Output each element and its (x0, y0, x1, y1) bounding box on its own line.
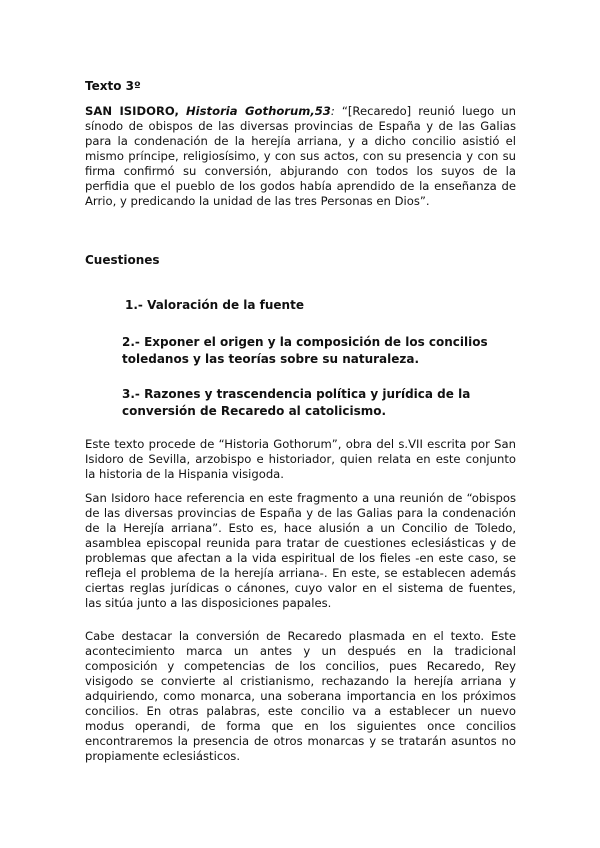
cuestiones-title: Cuestiones (85, 253, 160, 267)
body-paragraph-2: San Isidoro hace referencia en este fragmento a una reunión de “obispos de las diversas provincias de España y de las Galias para la condenación de la Herejía arriana”. Esto es, hace alusión a un Concilio de Toledo, asamblea episcopal reunida para tratar de cuestiones eclesiásticas y de problemas que afectan a la vida espiritual de los fieles -en este caso, se refleja el problema de la herejía arriana-. En este, se establecen además ciertas reglas jurídicas o cánones, cuyo valor en el sistema de fuentes, las sitúa junto a las disposiciones papales. (85, 491, 516, 610)
question-1: 1.- Valoración de la fuente (125, 298, 304, 312)
texto-title: Texto 3º (85, 79, 141, 93)
work-title: Historia Gothorum,53 (185, 104, 331, 118)
colon: : (330, 104, 335, 118)
question-2: 2.- Exponer el origen y la composición de los concilios toledanos y las teorías sobre su naturaleza. (122, 335, 488, 366)
body-paragraph-3: Cabe destacar la conversión de Recaredo plasmada en el texto. Este acontecimiento marca un antes y un después en la tradicional composición y competencias de los concilios, pues Recaredo, Rey visigodo se convierte al cristianismo, rechazando la herejía arriana y adquiriendo, como monarca, una soberana importancia en los próximos concilios. En otras palabras, este concilio va a establecer un nuevo modus operandi, de forma que en los siguientes once concilios encontraremos la presencia de otros monarcas y se tratarán asuntos no propiamente eclesiásticos. (85, 629, 516, 763)
question-3: 3.- Razones y trascendencia política y jurídica de la conversión de Recaredo al catolicismo. (122, 387, 471, 418)
body-paragraph-1: Este texto procede de “Historia Gothorum”, obra del s.VII escrita por San Isidoro de Sevilla, arzobispo e historiador, quien relata en este conjunto la historia de la Hispania visigoda. (85, 437, 516, 481)
author-name: SAN ISIDORO, (85, 104, 179, 118)
texto-quote-paragraph (85, 104, 516, 209)
quote-text: “[Recaredo] reunió luego un sínodo de obispos de las diversas provincias de España y de las Galias para la condenación de la herejía arriana, y a dicho concilio asistió el mismo príncipe, religiosísimo, y con sus actos, con su presencia y con su firma confirmó su conversión, abjurando con todos los suyos de la perfidia que el pueblo de los godos había aprendido de la enseñanza de Arrio, y predicando la unidad de las tres Personas en Dios”. (85, 104, 517, 208)
